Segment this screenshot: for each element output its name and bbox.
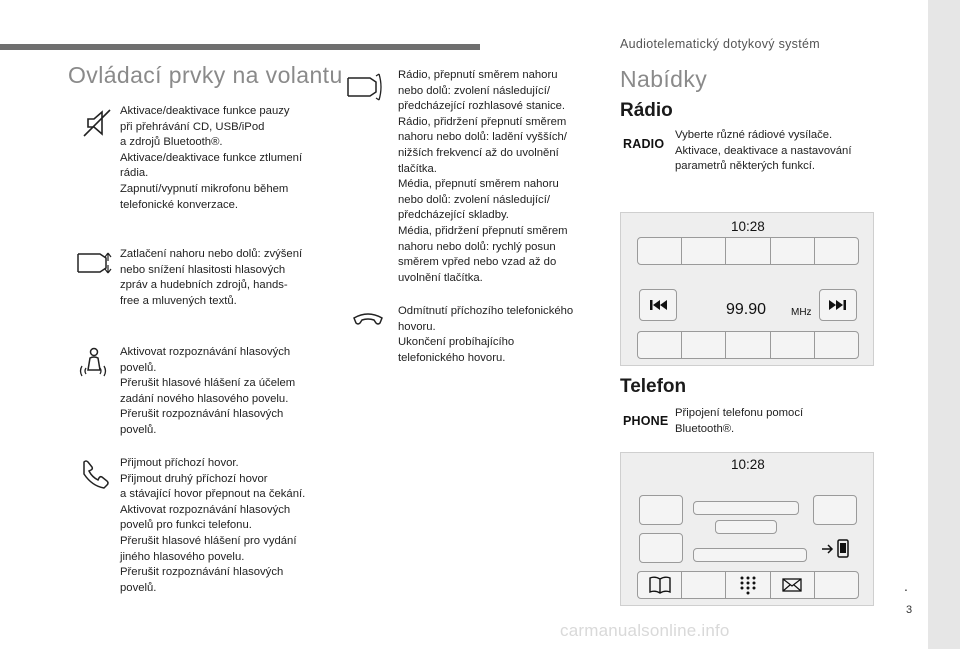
preset-slot[interactable] xyxy=(726,238,770,264)
phone-key-top-right[interactable] xyxy=(813,495,857,525)
phone-key-top-left[interactable] xyxy=(639,495,683,525)
book-icon xyxy=(647,575,673,595)
phone-description: Připojení telefonu pomocí Bluetooth®. xyxy=(675,407,804,435)
side-strip xyxy=(928,0,960,649)
preset-slot[interactable] xyxy=(638,332,682,358)
mute-icon xyxy=(80,106,118,140)
phone-button-label: PHONE xyxy=(623,414,669,428)
radio-heading: Rádio xyxy=(620,100,673,121)
phone-screen-time: 10:28 xyxy=(731,457,765,472)
item-text-hangup: Odmítnutí příchozího telefonického hovoru. Ukončení probíhajícího telefonického hovoru. xyxy=(398,305,574,364)
preset-slot[interactable] xyxy=(682,238,726,264)
preset-slot[interactable] xyxy=(815,238,858,264)
preset-slot[interactable] xyxy=(638,238,682,264)
envelope-icon xyxy=(781,576,803,594)
phone-screen xyxy=(620,452,874,606)
radio-button-label: RADIO xyxy=(623,137,665,151)
watermark: carmanualsonline.info xyxy=(560,621,730,640)
radio-screen xyxy=(620,212,874,366)
radio-description: Vyberte různé rádiové vysílače. Aktivace, deaktivace a nastavování parametrů některých funkcí. xyxy=(675,129,852,173)
radio-frequency: 99.90 xyxy=(726,301,767,318)
preset-slot[interactable] xyxy=(682,332,726,358)
page-number: 3 xyxy=(906,604,913,616)
empty-tab[interactable] xyxy=(815,572,858,598)
empty-tab[interactable] xyxy=(682,572,726,598)
scroll-wheel-icon xyxy=(346,70,384,104)
skip-forward-icon xyxy=(820,290,856,320)
radio-preset-row-bottom xyxy=(637,331,859,359)
volume-rocker-icon xyxy=(76,246,114,280)
phone-menu-row xyxy=(637,571,859,599)
running-header: Audiotelematický dotykový systém xyxy=(620,37,820,51)
radio-preset-row-top xyxy=(637,237,859,265)
keypad-tab[interactable] xyxy=(726,572,770,598)
voice-command-icon xyxy=(78,346,116,380)
page-marker: . xyxy=(904,578,908,594)
phone-answer-icon xyxy=(78,456,116,490)
preset-slot[interactable] xyxy=(815,332,858,358)
item-text-volume: Zatlačení nahoru nebo dolů: zvýšení nebo snížení hlasitosti hlasových zpráv a hudebních zdrojů, hands- free a mluvených textů. xyxy=(120,248,303,307)
section-title-menus: Nabídky xyxy=(620,66,708,92)
phone-connect-button[interactable] xyxy=(813,533,857,563)
phone-key-mid-left[interactable] xyxy=(639,533,683,563)
phone-display-line xyxy=(693,501,799,515)
section-title-controls: Ovládací prvky na volantu xyxy=(68,62,343,88)
phone-hangup-icon xyxy=(350,306,388,340)
radio-screen-time: 10:28 xyxy=(731,219,765,234)
seek-forward-button[interactable] xyxy=(819,289,857,321)
contacts-tab[interactable] xyxy=(638,572,682,598)
item-text-voice: Aktivovat rozpoznávání hlasových povelů. Přerušit hlasové hlášení za účelem zadání nového hlasového povelu. Přerušit rozpoznávání hlasových povelů. xyxy=(120,346,296,436)
item-text-mute: Aktivace/deaktivace funkce pauzy při přehrávání CD, USB/iPod a zdrojů Bluetooth®. Aktivace/deaktivace funkce ztlumení rádia. Zapnutí/vypnutí mikrofonu během telefonické konverzace. xyxy=(120,105,303,211)
keypad-icon xyxy=(739,575,757,595)
header-bar xyxy=(0,44,480,50)
phone-display-line xyxy=(715,520,777,534)
messages-tab[interactable] xyxy=(771,572,815,598)
preset-slot[interactable] xyxy=(771,332,815,358)
phone-heading: Telefon xyxy=(620,376,687,397)
frequency-unit: MHz xyxy=(791,307,812,318)
preset-slot[interactable] xyxy=(726,332,770,358)
phone-display-line xyxy=(693,548,807,562)
item-text-phone-answer: Přijmout příchozí hovor. Přijmout druhý příchozí hovor a stávající hovor přepnout na čekání. Aktivovat rozpoznávání hlasových povelů pro funkci telefonu. Přerušit hlasové hlášení pro vydání jiného hlasového povelu. Přerušit rozpoznávání hlasových povelů. xyxy=(120,457,306,594)
seek-back-button[interactable] xyxy=(639,289,677,321)
phone-connect-icon xyxy=(814,534,858,564)
item-text-scroll: Rádio, přepnutí směrem nahoru nebo dolů: zvolení následující/ předcházející rozhlasové stanice. Rádio, přidržení přepnutí směrem nahoru nebo dolů: ladění vyšších/ nižších frekvencí až do uvolnění tlačítka. Média, přepnutí směrem nahoru nebo dolů: zvolení následující/ předcházející skladby. Média, přidržení přepnutí směrem nahoru nebo dolů: rychlý posun směrem vpřed nebo vzad až do uvolnění tlačítka. xyxy=(398,69,568,284)
skip-back-icon xyxy=(640,290,676,320)
preset-slot[interactable] xyxy=(771,238,815,264)
